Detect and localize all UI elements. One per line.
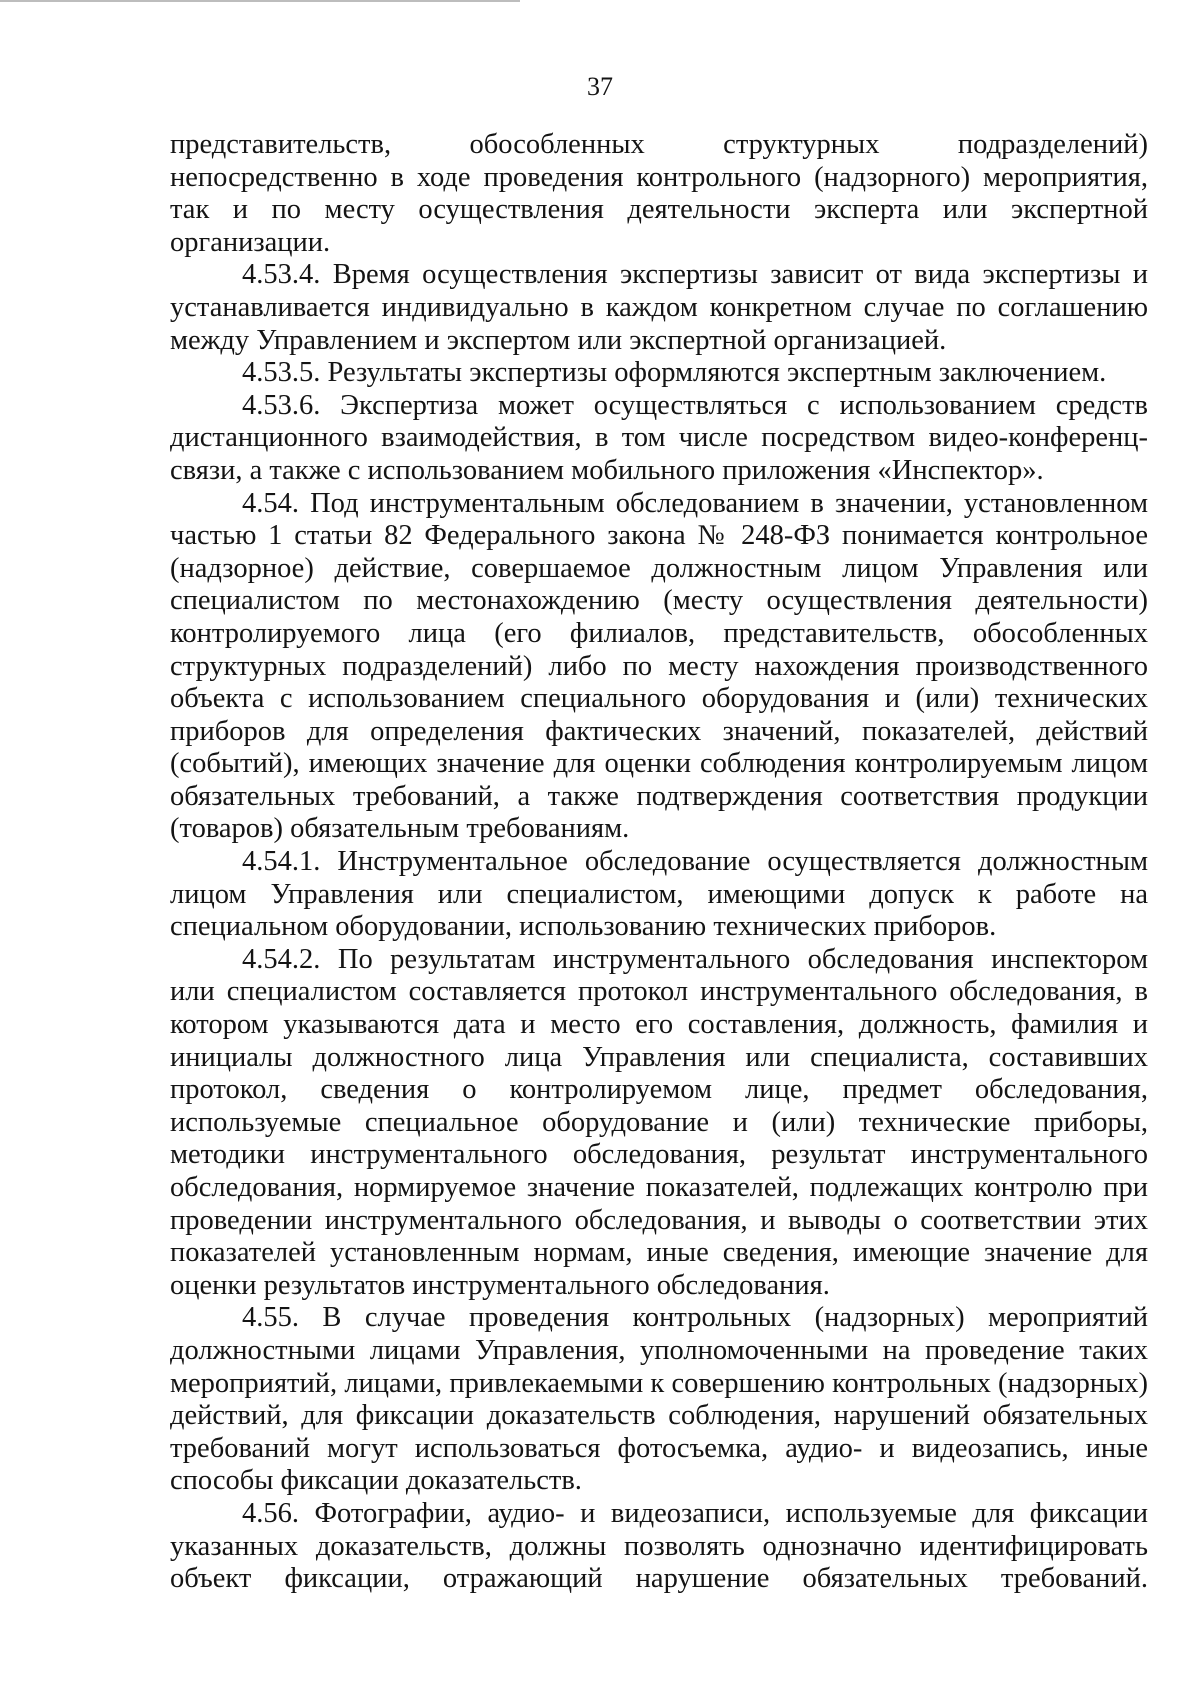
paragraph-4-55: 4.55. В случае проведения контрольных (надзорных) мероприятий должностными лицами Управления, уполномоченными на проведение таких мероприятий, лицами, привлекаемыми к совершению контрольных (надзорных) действий, для фиксации доказательств соблюдения, нарушений обязательных требований могут использоваться фотосъемка, аудио- и видеозапись, иные способы фиксации доказательств. [170,1302,1148,1497]
paragraph-4-56: 4.56. Фотографии, аудио- и видеозаписи, используемые для фиксации указанных доказательств, должны позволять однозначно идентифицировать объект фиксации, отражающий нарушение обязательных требований. [170,1497,1148,1595]
scan-top-edge-line [0,0,520,2]
document-body [170,129,1148,1596]
paragraph-4-53-4: 4.53.4. Время осуществления экспертизы зависит от вида экспертизы и устанавливается индивидуально в каждом конкретном случае по соглашению между Управлением и экспертом или экспертной организацией. [170,259,1148,356]
paragraph-4-53-6: 4.53.6. Экспертиза может осуществляться с использованием средств дистанционного взаимодействия, в том числе посредством видео-конференц-связи, а также с использованием мобильного приложения «Инспектор». [170,389,1148,486]
paragraph-continuation: представительств, обособленных структурных подразделений) непосредственно в ходе проведения контрольного (надзорного) мероприятия, так и по месту осуществления деятельности эксперта или экспертной организации. [170,129,1148,258]
paragraph-4-53-5: 4.53.5. Результаты экспертизы оформляются экспертным заключением. [242,357,1107,389]
page-number: 37 [587,72,613,101]
paragraph-4-54-1: 4.54.1. Инструментальное обследование осуществляется должностным лицом Управления или специалистом, имеющими допуск к работе на специальном оборудовании, использованию технических приборов. [170,846,1148,943]
paragraph-4-54-2: 4.54.2. По результатам инструментального обследования инспектором или специалистом составляется протокол инструментального обследования, в котором указываются дата и место его составления, должность, фамилия и инициалы должностного лица Управления или специалиста, составивших протокол, сведения о контролируемом лице, предмет обследования, используемые специальное оборудование и (или) технические приборы, методики инструментального обследования, результат инструментального обследования, нормируемое значение показателей, подлежащих контролю при проведении инструментального обследования, и выводы о соответствии этих показателей установленным нормам, иные сведения, имеющие значение для оценки результатов инструментального обследования. [170,943,1148,1301]
paragraph-4-54: 4.54. Под инструментальным обследованием в значении, установленном частью 1 статьи 82 Федерального закона № 248-ФЗ понимается контрольное (надзорное) действие, совершаемое должностным лицом Управления или специалистом по местонахождению (месту осуществления деятельности) контролируемого лица (его филиалов, представительств, обособленных структурных подразделений) либо по месту нахождения производственного объекта с использованием специального оборудования и (или) технических приборов для определения фактических значений, показателей, действий (событий), имеющих значение для оценки соблюдения контролируемым лицом обязательных требований, а также подтверждения соответствия продукции (товаров) обязательным требованиям. [170,487,1148,845]
